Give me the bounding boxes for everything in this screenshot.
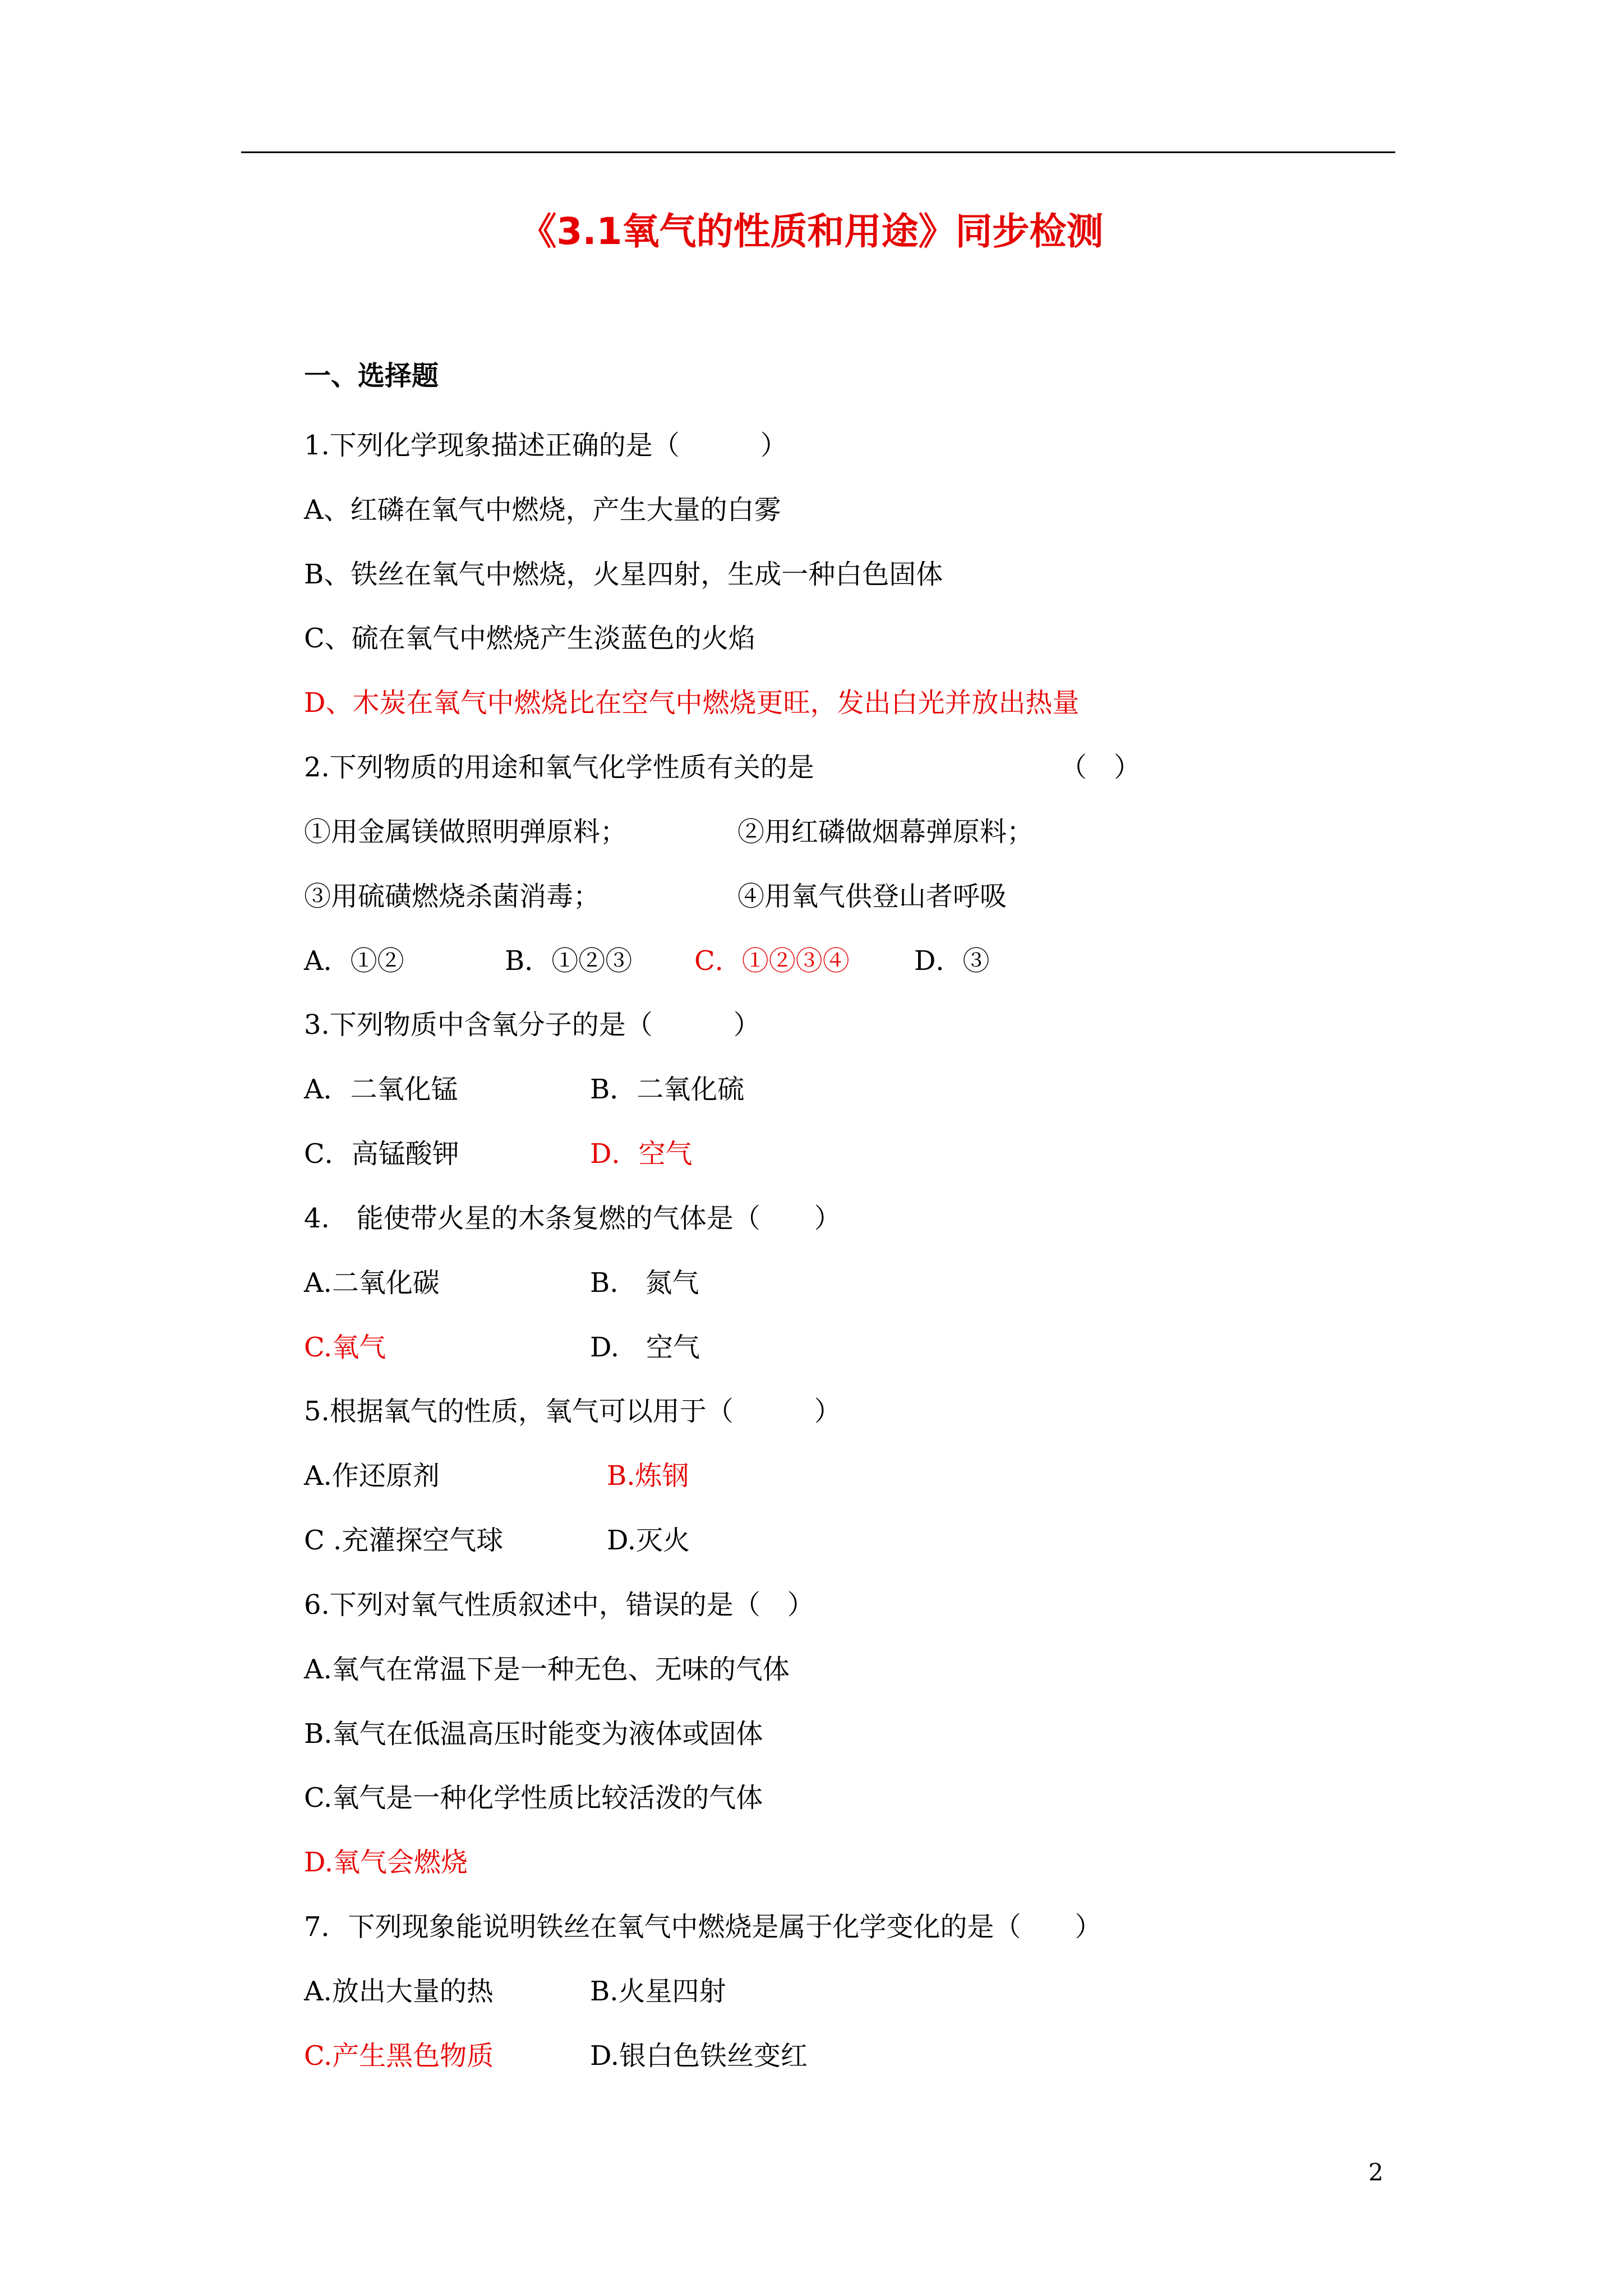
question-2-stem: 2.下列物质的用途和氧气化学性质有关的是 [304,752,814,783]
question-1-option-c: C、硫在氧气中燃烧产生淡蓝色的火焰 [304,623,755,654]
section-heading: 一、选择题 [304,360,439,392]
page-number: 2 [1368,2159,1384,2186]
question-4-option-a: A.二氧化碳 [304,1267,440,1299]
question-5-option-d: D.灭火 [607,1525,690,1556]
question-7-option-d: D.银白色铁丝变红 [590,2040,808,2072]
question-2-item-1: ①用金属镁做照明弹原料； [304,816,628,848]
question-7-option-c-answer: C.产生黑色物质 [304,2040,494,2072]
question-6-option-d-answer: D.氧气会燃烧 [304,1847,468,1878]
question-7-option-a: A.放出大量的热 [304,1976,494,2007]
question-5-option-a: A.作还原剂 [304,1460,440,1492]
document-title: 《3.1氧气的性质和用途》同步检测 [519,210,1104,253]
question-2-item-4: ④用氧气供登山者呼吸 [737,881,1007,912]
question-2-option-a: A．①② [304,945,404,977]
question-4-stem: 4. 能使带火星的木条复燃的气体是（ ） [304,1203,841,1234]
question-1-option-a: A、红磷在氧气中燃烧，产生大量的白雾 [304,494,781,526]
question-6-option-a: A.氧气在常温下是一种无色、无味的气体 [304,1654,790,1685]
question-3-stem: 3.下列物质中含氧分子的是（ ） [304,1009,760,1041]
question-2-option-d: D．③ [914,945,990,977]
question-2-answer-paren: （ ） [1060,752,1141,783]
question-7-stem: 7．下列现象能说明铁丝在氧气中燃烧是属于化学变化的是（ ） [304,1911,1102,1943]
question-5-option-c: C .充灌探空气球 [304,1525,504,1556]
question-3-option-a: A．二氧化锰 [304,1074,458,1105]
question-5-stem: 5.根据氧气的性质，氧气可以用于（ ） [304,1396,841,1427]
question-3-option-c: C．高锰酸钾 [304,1138,459,1170]
question-2-item-2: ②用红磷做烟幕弹原料； [737,816,1034,848]
question-2-option-c-answer: C．①②③④ [694,945,850,977]
question-1-stem: 1.下列化学现象描述正确的是（ ） [304,430,787,461]
question-4-option-d: D. 空气 [590,1332,700,1363]
question-6-option-c: C.氧气是一种化学性质比较活泼的气体 [304,1782,763,1814]
question-1-option-d-answer: D、木炭在氧气中燃烧比在空气中燃烧更旺，发出白光并放出热量 [304,687,1080,719]
header-rule [241,151,1395,153]
question-2-item-3: ③用硫磺燃烧杀菌消毒； [304,881,601,912]
question-1-option-b: B、铁丝在氧气中燃烧，火星四射，生成一种白色固体 [304,559,943,590]
question-2-option-b: B．①②③ [505,945,633,977]
question-4-option-c-answer: C.氧气 [304,1332,386,1363]
question-6-stem: 6.下列对氧气性质叙述中，错误的是（ ） [304,1589,814,1621]
question-3-option-b: B．二氧化硫 [590,1074,745,1105]
question-5-option-b-answer: B.炼钢 [607,1460,689,1492]
question-3-option-d-answer: D．空气 [590,1138,693,1170]
question-4-option-b: B. 氮气 [590,1267,699,1299]
question-6-option-b: B.氧气在低温高压时能变为液体或固体 [304,1718,763,1750]
question-7-option-b: B.火星四射 [590,1976,726,2007]
